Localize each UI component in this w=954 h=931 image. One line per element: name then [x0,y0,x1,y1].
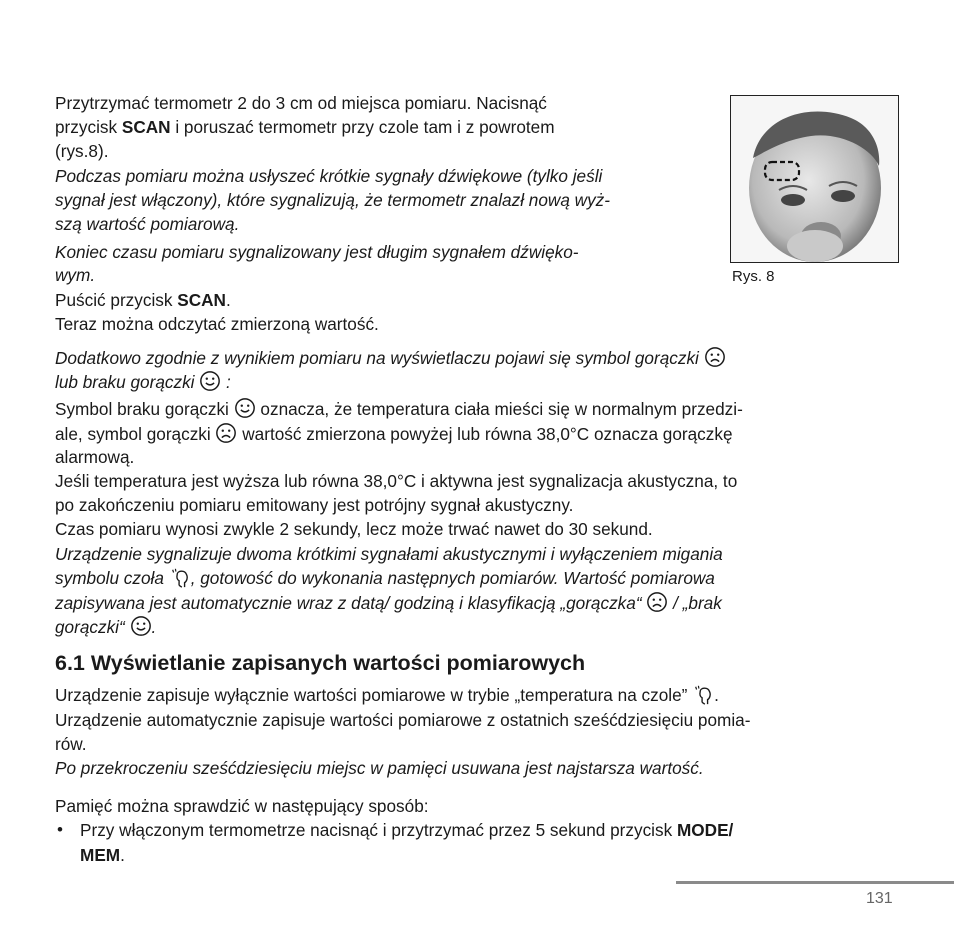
text-line: Symbol braku gorączki oznacza, że temperatura ciała mieści się w normalnym przedzi- [55,399,743,419]
text-line: (rys.8). [55,141,109,161]
sad-face-icon [704,346,726,368]
text-line: gorączki“ . [55,617,157,637]
text-line: Puścić przycisk SCAN. [55,290,231,310]
text-line: Koniec czasu pomiaru sygnalizowany jest długim sygnałem dźwięko- [55,242,579,262]
text-line: rów. [55,734,87,754]
figure-caption: Rys. 8 [732,268,775,285]
text-line: lub braku gorączki : [55,372,231,392]
text-line: Podczas pomiaru można usłyszeć krótkie sygnały dźwiękowe (tylko jeśli [55,166,603,186]
mode-mem-button-name: MEM [80,845,121,865]
smiley-face-icon [130,615,152,637]
text-line: Urządzenie zapisuje wyłącznie wartości pomiarowe w trybie „temperatura na czole” . [55,685,719,705]
forehead-mode-icon [692,684,714,706]
baby-illustration [731,96,898,262]
text-line: przycisk SCAN i poruszać termometr przy czole tam i z powrotem [55,117,555,137]
baby-forehead-photo [730,95,899,263]
text-line: po zakończeniu pomiaru emitowany jest potrójny sygnał akustyczny. [55,495,574,515]
text-line: Przy włączonym termometrze nacisnąć i przytrzymać przez 5 sekund przycisk MODE/ [80,820,734,840]
text-line: MEM. [80,845,125,865]
text-line: Przytrzymać termometr 2 do 3 cm od miejsca pomiaru. Nacisnąć [55,93,547,113]
text-line: Urządzenie sygnalizuje dwoma krótkimi sygnałami akustycznymi i wyłączeniem migania [55,544,723,564]
smiley-face-icon [199,370,221,392]
sad-face-icon [646,591,668,613]
text-line: Czas pomiaru wynosi zwykle 2 sekundy, lecz może trwać nawet do 30 sekund. [55,519,653,539]
footer-rule [676,881,954,884]
sad-face-icon [215,422,237,444]
scan-button-name: SCAN [121,117,171,137]
text-line: Teraz można odczytać zmierzoną wartość. [55,314,379,334]
text-line: sygnał jest włączony), które sygnalizują, że termometr znalazł nową wyż- [55,190,610,210]
smiley-face-icon [234,397,256,419]
text-line: Jeśli temperatura jest wyższa lub równa 38,0°C i aktywna jest sygnalizacja akustyczna, to [55,471,738,491]
text-line: Po przekroczeniu sześćdziesięciu miejsc w pamięci usuwana jest najstarsza wartość. [55,758,704,778]
text-line: Pamięć można sprawdzić w następujący sposób: [55,796,429,816]
text-line: szą wartość pomiarową. [55,214,240,234]
text-line: Dodatkowo zgodnie z wynikiem pomiaru na wyświetlaczu pojawi się symbol gorączki [55,346,726,371]
text-line: Urządzenie automatycznie zapisuje wartości pomiarowe z ostatnich sześćdziesięciu pomia- [55,710,751,730]
forehead-mode-icon [169,567,191,589]
text-line: wym. [55,265,96,285]
text-line: symbolu czoła , gotowość do wykonania następnych pomiarów. Wartość pomiarowa [55,568,715,588]
scan-button-name: SCAN [177,290,226,310]
text-line: ale, symbol gorączki wartość zmierzona powyżej lub równa 38,0°C oznacza gorączkę [55,424,733,444]
section-heading: 6.1 Wyświetlanie zapisanych wartości pomiarowych [55,651,586,675]
page-number: 131 [866,890,893,907]
bullet-marker: • [57,820,63,839]
text-line: zapisywana jest automatycznie wraz z datą/ godziną i klasyfikacją „gorączka“ / „brak [55,593,722,613]
text-line: alarmową. [55,447,135,467]
mode-mem-button-name: MODE/ [676,820,734,840]
